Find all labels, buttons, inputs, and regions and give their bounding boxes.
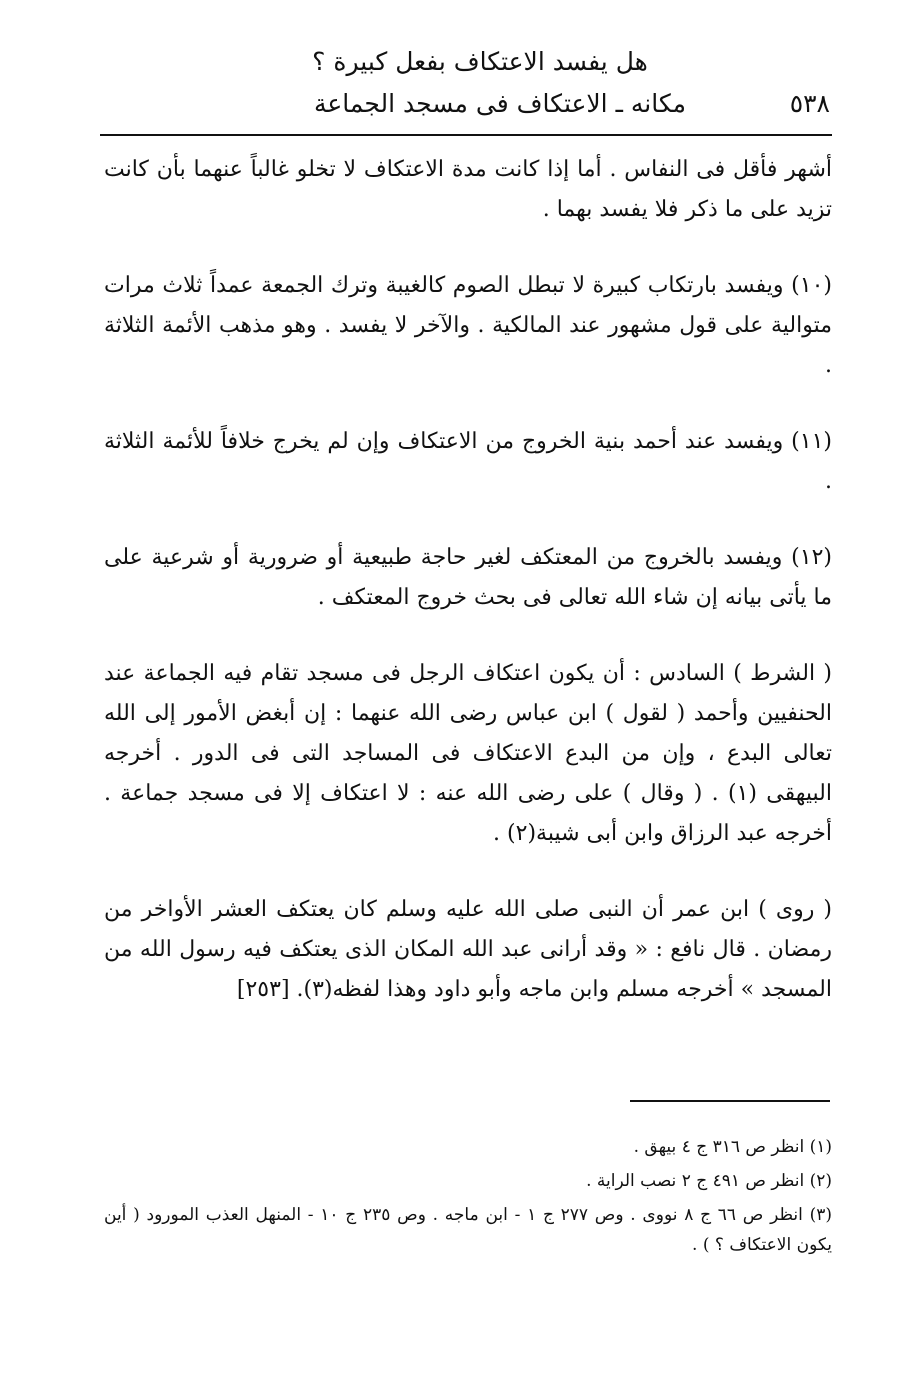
paragraph-item-12: (١٢) ويفسد بالخروج من المعتكف لغير حاجة طبيعية أو ضرورية أو شرعية على ما يأتى بيانه إن شاء الله تعالى فى بحث خروج المعتكف . — [104, 545, 832, 610]
paragraph-narration: ( روى ) ابن عمر أن النبى صلى الله عليه وسلم كان يعتكف العشر الأواخر من رمضان . قال نافع : « وقد أرانى عبد الله المكان الذى يعتكف فيه رسول الله من المسجد » أخرجه مسلم وابن ماجه وأبو داود وهذا لفظه(٣). [٢٥٣] — [104, 897, 832, 1002]
footnote-1: (١) انظر ص ٣١٦ ج ٤ بيهق . — [633, 1137, 832, 1157]
footnote-divider — [630, 1100, 830, 1102]
header-divider — [100, 134, 832, 136]
page-number: ٥٣٨ — [789, 89, 830, 118]
running-head-subtitle: مكانه ـ الاعتكاف فى مسجد الجماعة — [313, 89, 687, 118]
paragraph-item-11: (١١) ويفسد عند أحمد بنية الخروج من الاعتكاف وإن لم يخرج خلافاً للأئمة الثلاثة . — [104, 429, 832, 494]
paragraph-continuation: أشهر فأقل فى النفاس . أما إذا كانت مدة الاعتكاف لا تخلو غالباً عنهما بأن كانت تزيد على ما ذكر فلا يفسد بهما . — [104, 157, 832, 222]
running-head-title: هل يفسد الاعتكاف بفعل كبيرة ؟ — [312, 47, 648, 76]
paragraph-item-10: (١٠) ويفسد بارتكاب كبيرة لا تبطل الصوم كالغيبة وترك الجمعة عمداً ثلاث مرات متوالية على قول مشهور عند المالكية . والآخر لا يفسد . وهو مذهب الأئمة الثلاثة . — [104, 273, 832, 378]
main-text — [104, 150, 832, 1010]
paragraph-condition-six: ( الشرط ) السادس : أن يكون اعتكاف الرجل فى مسجد تقام فيه الجماعة عند الحنفيين وأحمد ( لقول ) ابن عباس رضى الله عنهما : إن أبغض الأمور إلى الله تعالى البدع ، وإن من البدع الاعتكاف فى المساجد التى فى الدور . أخرجه البيهقى (١) . ( وقال ) على رضى الله عنه : لا اعتكاف إلا فى مسجد جماعة . أخرجه عبد الرزاق وابن أبى شيبة(٢) . — [104, 661, 832, 846]
footnotes — [104, 1132, 832, 1260]
running-head-row — [100, 86, 830, 126]
footnote-2: (٢) انظر ص ٤٩١ ج ٢ نصب الراية . — [586, 1171, 832, 1191]
footnote-3: (٣) انظر ص ٦٦ ج ٨ نووى . وص ٢٧٧ ج ١ - ابن ماجه . وص ٢٣٥ ج ١٠ - المنهل العذب المورود ( أين يكون الاعتكاف ؟ ) . — [104, 1205, 833, 1255]
